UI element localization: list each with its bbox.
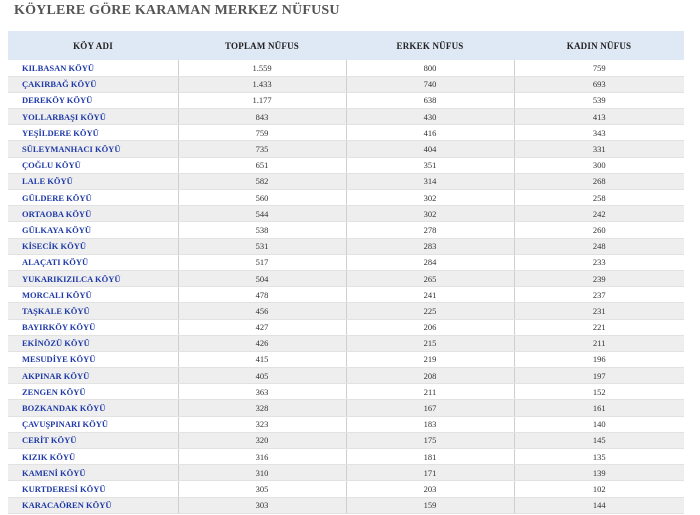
table-row — [8, 60, 684, 76]
total-population-cell: 426 — [178, 335, 346, 351]
table-row — [8, 481, 684, 497]
female-population-cell: 759 — [514, 60, 684, 76]
male-population-cell: 265 — [346, 270, 514, 286]
village-name-link[interactable]: DEREKÖY KÖYÜ — [8, 92, 178, 108]
table-row — [8, 497, 684, 513]
village-name-link[interactable]: ORTAOBA KÖYÜ — [8, 206, 178, 222]
table-row — [8, 335, 684, 351]
female-population-cell: 331 — [514, 141, 684, 157]
village-name-link[interactable]: BAYIRKÖY KÖYÜ — [8, 319, 178, 335]
female-population-cell: 539 — [514, 92, 684, 108]
male-population-cell: 638 — [346, 92, 514, 108]
population-table-container — [8, 31, 684, 514]
village-name-link[interactable]: TAŞKALE KÖYÜ — [8, 303, 178, 319]
female-population-cell: 145 — [514, 432, 684, 448]
table-header-row — [8, 31, 684, 60]
village-name-link[interactable]: KARACAÖREN KÖYÜ — [8, 497, 178, 513]
male-population-cell: 283 — [346, 238, 514, 254]
table-row — [8, 287, 684, 303]
village-name-link[interactable]: GÜLDERE KÖYÜ — [8, 190, 178, 206]
page-title: KÖYLERE GÖRE KARAMAN MERKEZ NÜFUSU — [14, 3, 340, 18]
total-population-cell: 316 — [178, 449, 346, 465]
village-name-link[interactable]: YUKARIKIZILCA KÖYÜ — [8, 270, 178, 286]
village-name-link[interactable]: ALAÇATI KÖYÜ — [8, 254, 178, 270]
village-name-link[interactable]: LALE KÖYÜ — [8, 173, 178, 189]
village-name-link[interactable]: ZENGEN KÖYÜ — [8, 384, 178, 400]
table-row — [8, 157, 684, 173]
village-name-link[interactable]: BOZKANDAK KÖYÜ — [8, 400, 178, 416]
table-row — [8, 109, 684, 125]
female-population-cell: 268 — [514, 173, 684, 189]
total-population-cell: 456 — [178, 303, 346, 319]
table-body — [8, 60, 684, 513]
male-population-cell: 167 — [346, 400, 514, 416]
female-population-cell: 140 — [514, 416, 684, 432]
table-row — [8, 270, 684, 286]
village-name-link[interactable]: KILBASAN KÖYÜ — [8, 60, 178, 76]
male-population-cell: 215 — [346, 335, 514, 351]
table-row — [8, 76, 684, 92]
table-row — [8, 190, 684, 206]
male-population-cell: 241 — [346, 287, 514, 303]
total-population-cell: 1.177 — [178, 92, 346, 108]
total-population-cell: 735 — [178, 141, 346, 157]
female-population-cell: 239 — [514, 270, 684, 286]
total-population-cell: 328 — [178, 400, 346, 416]
male-population-cell: 740 — [346, 76, 514, 92]
male-population-cell: 314 — [346, 173, 514, 189]
total-population-cell: 303 — [178, 497, 346, 513]
total-population-cell: 582 — [178, 173, 346, 189]
male-population-cell: 159 — [346, 497, 514, 513]
female-population-cell: 135 — [514, 449, 684, 465]
total-population-cell: 504 — [178, 270, 346, 286]
total-population-cell: 651 — [178, 157, 346, 173]
total-population-cell: 405 — [178, 368, 346, 384]
table-row — [8, 449, 684, 465]
male-population-cell: 206 — [346, 319, 514, 335]
table-row — [8, 400, 684, 416]
female-population-cell: 139 — [514, 465, 684, 481]
total-population-cell: 544 — [178, 206, 346, 222]
total-population-cell: 415 — [178, 351, 346, 367]
village-name-link[interactable]: GÜLKAYA KÖYÜ — [8, 222, 178, 238]
village-name-link[interactable]: YOLLARBAŞI KÖYÜ — [8, 109, 178, 125]
table-header — [8, 31, 684, 60]
village-name-link[interactable]: SÜLEYMANHACI KÖYÜ — [8, 141, 178, 157]
table-row — [8, 351, 684, 367]
female-population-cell: 248 — [514, 238, 684, 254]
total-population-cell: 517 — [178, 254, 346, 270]
male-population-cell: 404 — [346, 141, 514, 157]
male-population-cell: 208 — [346, 368, 514, 384]
table-row — [8, 254, 684, 270]
female-population-cell: 258 — [514, 190, 684, 206]
female-population-cell: 211 — [514, 335, 684, 351]
total-population-cell: 843 — [178, 109, 346, 125]
table-row — [8, 92, 684, 108]
female-population-cell: 300 — [514, 157, 684, 173]
total-population-cell: 531 — [178, 238, 346, 254]
village-name-link[interactable]: ÇAVUŞPINARI KÖYÜ — [8, 416, 178, 432]
table-row — [8, 416, 684, 432]
header-male-population: ERKEK NÜFUS — [396, 40, 464, 51]
village-name-link[interactable]: CERİT KÖYÜ — [8, 432, 178, 448]
table-row — [8, 141, 684, 157]
table-row — [8, 368, 684, 384]
total-population-cell: 538 — [178, 222, 346, 238]
total-population-cell: 1.559 — [178, 60, 346, 76]
female-population-cell: 233 — [514, 254, 684, 270]
female-population-cell: 237 — [514, 287, 684, 303]
female-population-cell: 102 — [514, 481, 684, 497]
female-population-cell: 242 — [514, 206, 684, 222]
female-population-cell: 413 — [514, 109, 684, 125]
header-village-name: KÖY ADI — [73, 40, 113, 51]
male-population-cell: 302 — [346, 206, 514, 222]
table-row — [8, 303, 684, 319]
village-name-link[interactable]: KİSECİK KÖYÜ — [8, 238, 178, 254]
header-total-population: TOPLAM NÜFUS — [225, 40, 299, 51]
male-population-cell: 351 — [346, 157, 514, 173]
total-population-cell: 427 — [178, 319, 346, 335]
male-population-cell: 181 — [346, 449, 514, 465]
total-population-cell: 560 — [178, 190, 346, 206]
male-population-cell: 219 — [346, 351, 514, 367]
village-name-link[interactable]: KURTDERESİ KÖYÜ — [8, 481, 178, 497]
male-population-cell: 171 — [346, 465, 514, 481]
village-name-link[interactable]: ÇAKIRBAĞ KÖYÜ — [8, 76, 178, 92]
total-population-cell: 759 — [178, 125, 346, 141]
female-population-cell: 231 — [514, 303, 684, 319]
total-population-cell: 1.433 — [178, 76, 346, 92]
village-name-link[interactable]: YEŞİLDERE KÖYÜ — [8, 125, 178, 141]
male-population-cell: 284 — [346, 254, 514, 270]
table-row — [8, 206, 684, 222]
total-population-cell: 323 — [178, 416, 346, 432]
male-population-cell: 211 — [346, 384, 514, 400]
table-row — [8, 173, 684, 189]
male-population-cell: 416 — [346, 125, 514, 141]
male-population-cell: 302 — [346, 190, 514, 206]
male-population-cell: 175 — [346, 432, 514, 448]
population-table — [8, 31, 684, 514]
table-row — [8, 222, 684, 238]
female-population-cell: 221 — [514, 319, 684, 335]
female-population-cell: 152 — [514, 384, 684, 400]
table-row — [8, 432, 684, 448]
table-row — [8, 465, 684, 481]
village-name-link[interactable]: KIZIK KÖYÜ — [8, 449, 178, 465]
table-row — [8, 319, 684, 335]
total-population-cell: 305 — [178, 481, 346, 497]
female-population-cell: 343 — [514, 125, 684, 141]
table-row — [8, 384, 684, 400]
female-population-cell: 260 — [514, 222, 684, 238]
female-population-cell: 197 — [514, 368, 684, 384]
male-population-cell: 183 — [346, 416, 514, 432]
male-population-cell: 225 — [346, 303, 514, 319]
village-name-link[interactable]: KAMENİ KÖYÜ — [8, 465, 178, 481]
total-population-cell: 478 — [178, 287, 346, 303]
male-population-cell: 278 — [346, 222, 514, 238]
total-population-cell: 310 — [178, 465, 346, 481]
female-population-cell: 693 — [514, 76, 684, 92]
village-name-link[interactable]: ÇOĞLU KÖYÜ — [8, 157, 178, 173]
total-population-cell: 363 — [178, 384, 346, 400]
header-female-population: KADIN NÜFUS — [566, 40, 632, 51]
female-population-cell: 161 — [514, 400, 684, 416]
village-name-link[interactable]: MESUDİYE KÖYÜ — [8, 351, 178, 367]
village-name-link[interactable]: MORCALI KÖYÜ — [8, 287, 178, 303]
village-name-link[interactable]: AKPINAR KÖYÜ — [8, 368, 178, 384]
male-population-cell: 203 — [346, 481, 514, 497]
male-population-cell: 800 — [346, 60, 514, 76]
total-population-cell: 320 — [178, 432, 346, 448]
village-name-link[interactable]: EKİNÖZÜ KÖYÜ — [8, 335, 178, 351]
male-population-cell: 430 — [346, 109, 514, 125]
table-row — [8, 238, 684, 254]
female-population-cell: 144 — [514, 497, 684, 513]
female-population-cell: 196 — [514, 351, 684, 367]
table-row — [8, 125, 684, 141]
